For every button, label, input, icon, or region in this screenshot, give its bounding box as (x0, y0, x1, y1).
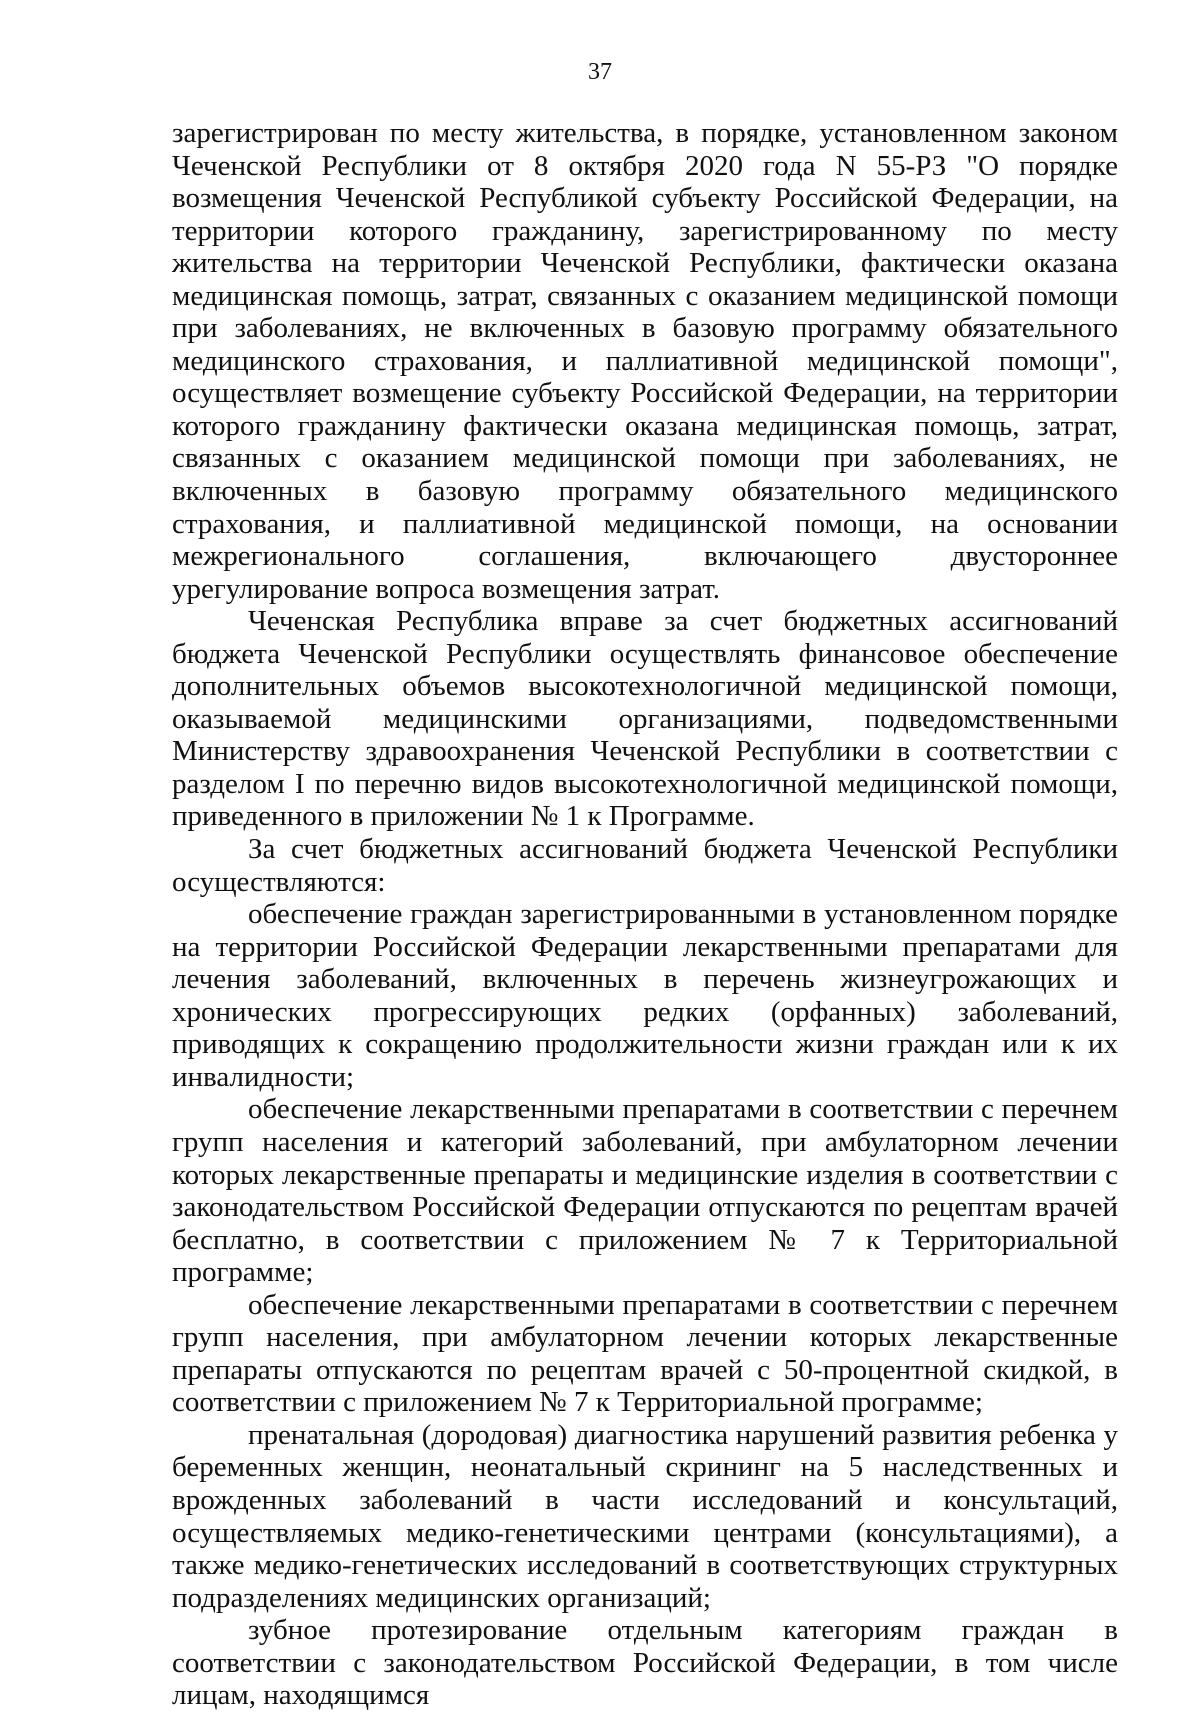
paragraph-6: обеспечение лекарственными препаратами в соответствии с перечнем групп населения, при амбулаторном лечении которых лекарственные препараты отпускаются по рецептам врачей с 50-процентной скидкой, в соответствии с приложением № 7 к Территориальной программе; (172, 1288, 1118, 1419)
page-number: 37 (588, 59, 612, 85)
paragraph-5: обеспечение лекарственными препаратами в соответствии с перечнем групп населения и категорий заболеваний, при амбулаторном лечении которых лекарственные препараты и медицинские изделия в соответствии с законодательством Российской Федерации отпускаются по рецептам врачей бесплатно, в соответствии с приложением № 7 к Территориальной программе; (172, 1093, 1118, 1289)
paragraph-1: зарегистрирован по месту жительства, в порядке, установленном законом Чеченской Республики от 8 октября 2020 года N 55-РЗ "О порядке возмещения Чеченской Республикой субъекту Российской Федерации, на территории которого гражданину, зарегистрированному по месту жительства на территории Чеченской Республики, фактически оказана медицинская помощь, затрат, связанных с оказанием медицинской помощи при заболеваниях, не включенных в базовую программу обязательного медицинского страхования, и паллиативной медицинской помощи", осуществляет возмещение субъекту Российской Федерации, на территории которого гражданину фактически оказана медицинская помощь, затрат, связанных с оказанием медицинской помощи при заболеваниях, не включенных в базовую программу обязательного медицинского страхования, и паллиативной медицинской помощи, на основании межрегионального соглашения, включающего двустороннее урегулирование вопроса возмещения затрат. (172, 117, 1118, 605)
document-body (172, 117, 1118, 1712)
paragraph-7: пренатальная (дородовая) диагностика нарушений развития ребенка у беременных женщин, неонатальный скрининг на 5 наследственных и врожденных заболеваний в части исследований и консультаций, осуществляемых медико-генетическими центрами (консультациями), а также медико-генетических исследований в соответствующих структурных подразделениях медицинских организаций; (172, 1418, 1118, 1614)
paragraph-3: За счет бюджетных ассигнований бюджета Чеченской Республики осуществляются: (172, 833, 1118, 898)
paragraph-4: обеспечение граждан зарегистрированными в установленном порядке на территории Российской Федерации лекарственными препаратами для лечения заболеваний, включенных в перечень жизнеугрожающих и хронических прогрессирующих редких (орфанных) заболеваний, приводящих к сокращению продолжительности жизни граждан или к их инвалидности; (172, 898, 1118, 1093)
paragraph-2: Чеченская Республика вправе за счет бюджетных ассигнований бюджета Чеченской Республики осуществлять финансовое обеспечение дополнительных объемов высокотехнологичной медицинской помощи, оказываемой медицинскими организациями, подведомственными Министерству здравоохранения Чеченской Республики в соответствии с разделом I по перечню видов высокотехнологичной медицинской помощи, приведенного в приложении № 1 к Программе. (172, 605, 1118, 833)
paragraph-8: зубное протезирование отдельным категориям граждан в соответствии с законодательством Российской Федерации, в том числе лицам, находящимся (172, 1614, 1118, 1712)
